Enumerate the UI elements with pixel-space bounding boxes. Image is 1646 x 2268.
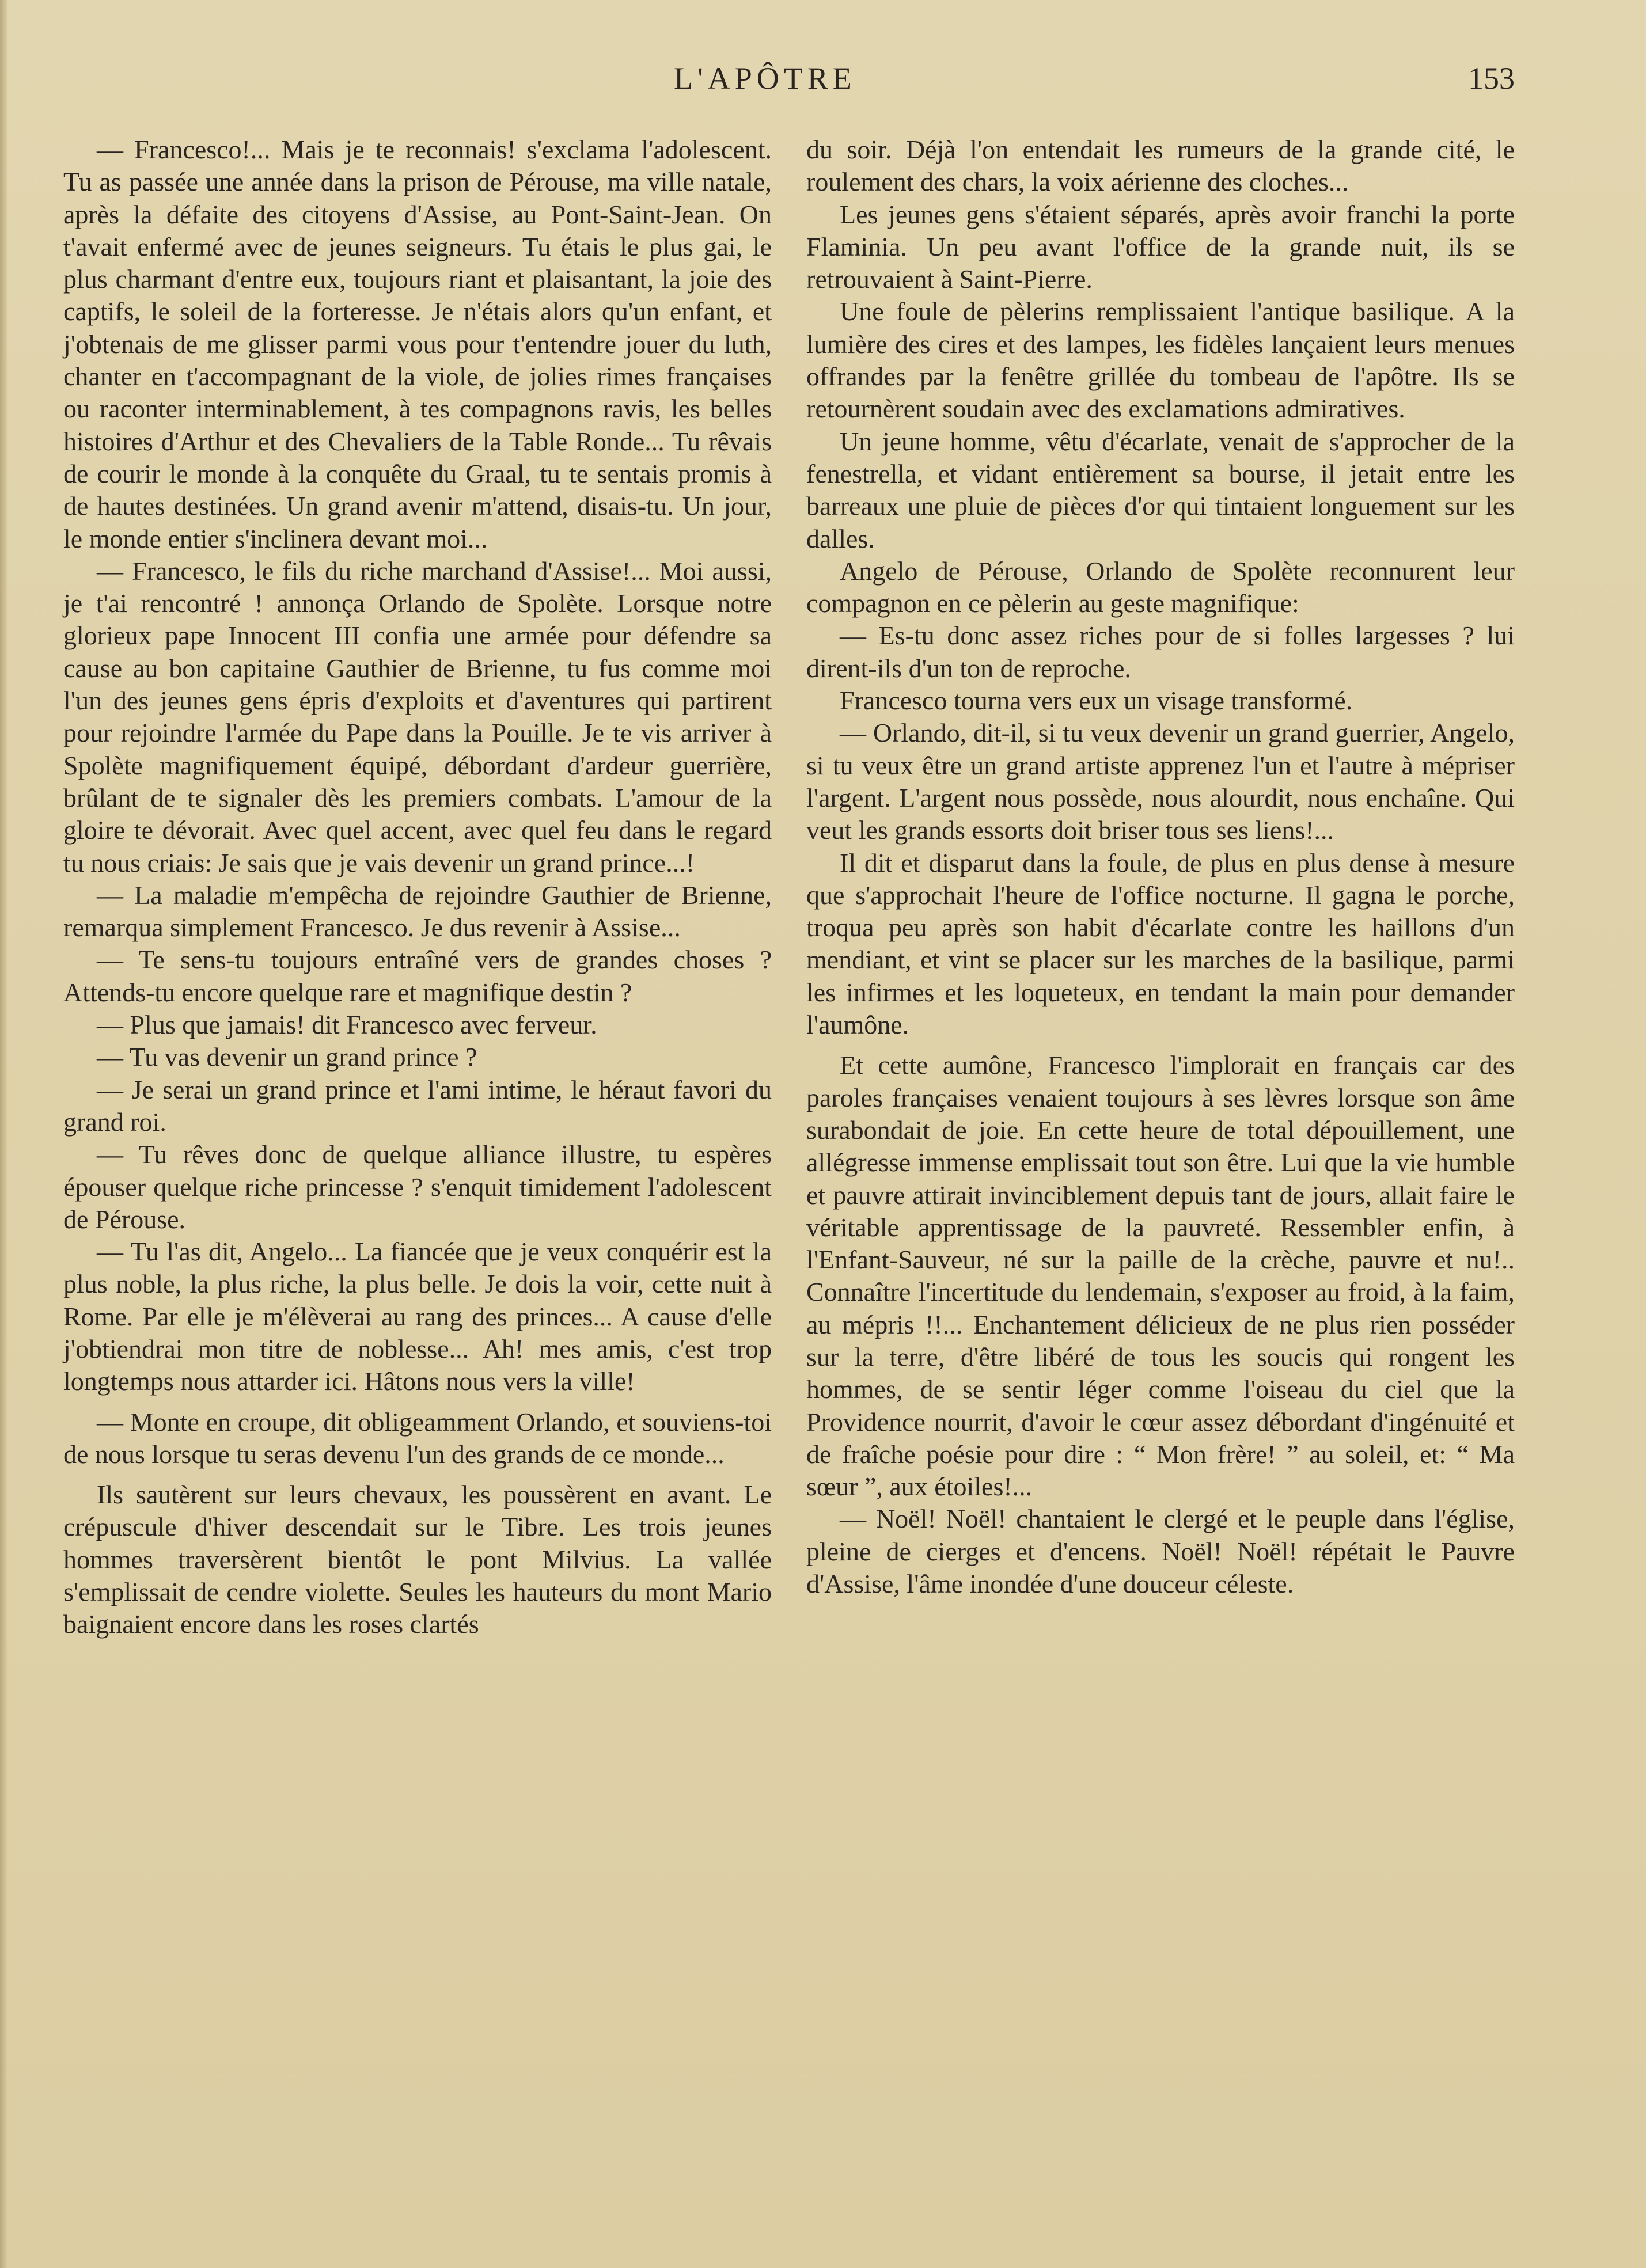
paragraph: — Je serai un grand prince et l'ami intime, le héraut favori du grand roi. — [63, 1074, 772, 1137]
paragraph: — Plus que jamais! dit Francesco avec ferveur. — [97, 1010, 597, 1040]
paragraph: — Francesco!... Mais je te reconnais! s'exclama l'adolescent. Tu as passée une année dans la prison de Pérouse, ma ville natale, après la défaite des citoyens d'Assise, au Pont-Saint-Jean. On t'avait enfermé avec de jeunes seigneurs. Tu étais le plus gai, le plus charmant d'entre eux, toujours riant et plaisantant, la joie des captifs, le soleil de la forteresse. Je n'étais alors qu'un enfant, et j'obtenais de me glisser parmi vous pour t'entendre jouer du luth, chanter en t'accompagnant de la viole, de jolies rimes françaises ou raconter interminablement, à tes compagnons ravis, les belles histoires d'Arthur et des Chevaliers de la Table Ronde... Tu rêvais de courir le monde à la conquête du Graal, tu te sentais promis à de hautes destinées. Un grand avenir m'attend, disais-tu. Un jour, le monde entier s'inclinera devant moi... — [63, 135, 772, 553]
paragraph: du soir. Déjà l'on entendait les rumeurs de la grande cité, le roulement des chars, la voix aérienne des cloches... — [806, 135, 1515, 197]
paragraph: Francesco tourna vers eux un visage transformé. — [840, 686, 1353, 716]
paragraph: — Tu vas devenir un grand prince ? — [97, 1042, 477, 1072]
paragraph: Angelo de Pérouse, Orlando de Spolète reconnurent leur compagnon en ce pèlerin au geste magnifique: — [806, 556, 1515, 618]
paragraph: Un jeune homme, vêtu d'écarlate, venait de s'approcher de la fenestrella, et vidant entièrement sa bourse, il jetait entre les barreaux une pluie de pièces d'or qui tintaient longuement sur les dalles. — [806, 426, 1515, 553]
paragraph: — Orlando, dit-il, si tu veux devenir un grand guerrier, Angelo, si tu veux être un grand artiste apprenez l'un et l'autre à mépriser l'argent. L'argent nous possède, nous alourdit, nous enchaîne. Qui veut les grands essorts doit briser tous ses liens!... — [806, 718, 1515, 845]
right-column — [806, 134, 1515, 1600]
paragraph: Il dit et disparut dans la foule, de plus en plus dense à mesure que s'approchait l'heure de l'office nocturne. Il gagna le porche, troqua peu après son habit d'écarlate contre les haillons d'un mendiant, et vint se placer sur les marches de la basilique, parmi les infirmes et les loqueteux, en tendant la main pour demander l'aumône. — [806, 848, 1515, 1040]
left-column — [63, 134, 772, 1641]
running-title: L'APÔTRE — [674, 61, 856, 96]
paragraph: — Te sens-tu toujours entraîné vers de grandes choses ? Attends-tu encore quelque rare et magnifique destin ? — [63, 945, 772, 1007]
paragraph: — Noël! Noël! chantaient le clergé et le peuple dans l'église, pleine de cierges et d'encens. Noël! Noël! répétait le Pauvre d'Assise, l'âme inondée d'une douceur céleste. — [806, 1504, 1515, 1599]
paragraph: — Es-tu donc assez riches pour de si folles largesses ? lui dirent-ils d'un ton de reproche. — [806, 621, 1515, 683]
page-edge — [0, 0, 7, 2268]
paragraph: — Tu l'as dit, Angelo... La fiancée que je veux conquérir est la plus noble, la plus riche, la plus belle. Je dois la voir, cette nuit à Rome. Par elle je m'élèverai au rang des princes... A cause d'elle j'obtiendrai mon titre de noblesse... Ah! mes amis, c'est trop longtemps nous attarder ici. Hâtons nous vers la ville! — [63, 1237, 772, 1396]
paragraph: Une foule de pèlerins remplissaient l'antique basilique. A la lumière des cires et des lampes, les fidèles lançaient leurs menues offrandes par la fenêtre grillée du tombeau de l'apôtre. Ils se retournèrent soudain avec des exclamations admiratives. — [806, 297, 1515, 424]
page-number: 153 — [1468, 61, 1515, 96]
paragraph: Ils sautèrent sur leurs chevaux, les poussèrent en avant. Le crépuscule d'hiver descendait sur le Tibre. Les trois jeunes hommes traversèrent bientôt le pont Milvius. La vallée s'emplissait de cendre violette. Seules les hauteurs du mont Mario baignaient encore dans les roses clartés — [63, 1480, 772, 1639]
paragraph: — Monte en croupe, dit obligeamment Orlando, et souviens-toi de nous lorsque tu seras devenu l'un des grands de ce monde... — [63, 1407, 772, 1469]
paragraph: Et cette aumône, Francesco l'implorait en français car des paroles françaises venaient toujours à ses lèvres lorsque son âme surabondait de joie. En cette heure de total dépouillement, une allégresse immense emplissait tout son être. Lui que la vie humble et pauvre attirait invinciblement depuis tant de jours, allait faire le véritable apprentissage de la pauvreté. Ressembler enfin, à l'Enfant-Sauveur, né sur la paille de la crèche, pauvre et nu!.. Connaître l'incertitude du lendemain, s'exposer au froid, à la faim, au mépris !!... Enchantement délicieux de ne plus rien posséder sur la terre, d'être libéré de tous les soucis qui rongent les hommes, de se sentir léger comme l'oiseau du ciel que la Providence nourrit, d'avoir le cœur assez débordant d'ingénuité et de fraîche poésie pour dire : “ Mon frère! ” au soleil, et: “ Ma sœur ”, aux étoiles!... — [806, 1050, 1515, 1502]
page-header — [63, 60, 1515, 107]
paragraph: Les jeunes gens s'étaient séparés, après avoir franchi la porte Flaminia. Un peu avant l'office de la grande nuit, ils se retrouvaient à Saint-Pierre. — [806, 199, 1515, 294]
paragraph: — La maladie m'empêcha de rejoindre Gauthier de Brienne, remarqua simplement Francesco. Je dus revenir à Assise... — [63, 880, 772, 943]
paragraph: — Tu rêves donc de quelque alliance illustre, tu espères épouser quelque riche princesse ? s'enquit timidement l'adolescent de Pérouse. — [63, 1139, 772, 1234]
paragraph: — Francesco, le fils du riche marchand d'Assise!... Moi aussi, je t'ai rencontré ! annonça Orlando de Spolète. Lorsque notre glorieux pape Innocent III confia une armée pour défendre sa cause au bon capitaine Gauthier de Brienne, tu fus comme moi l'un des jeunes gens épris d'exploits et d'aventures qui partirent pour rejoindre l'armée du Pape dans la Pouille. Je te vis arriver à Spolète magnifiquement équipé, débordant d'ardeur guerrière, brûlant de te signaler dès les premiers combats. L'amour de la gloire te dévorait. Avec quel accent, avec quel feu dans le regard tu nous criais: Je sais que je vais devenir un grand prince...! — [63, 556, 772, 877]
